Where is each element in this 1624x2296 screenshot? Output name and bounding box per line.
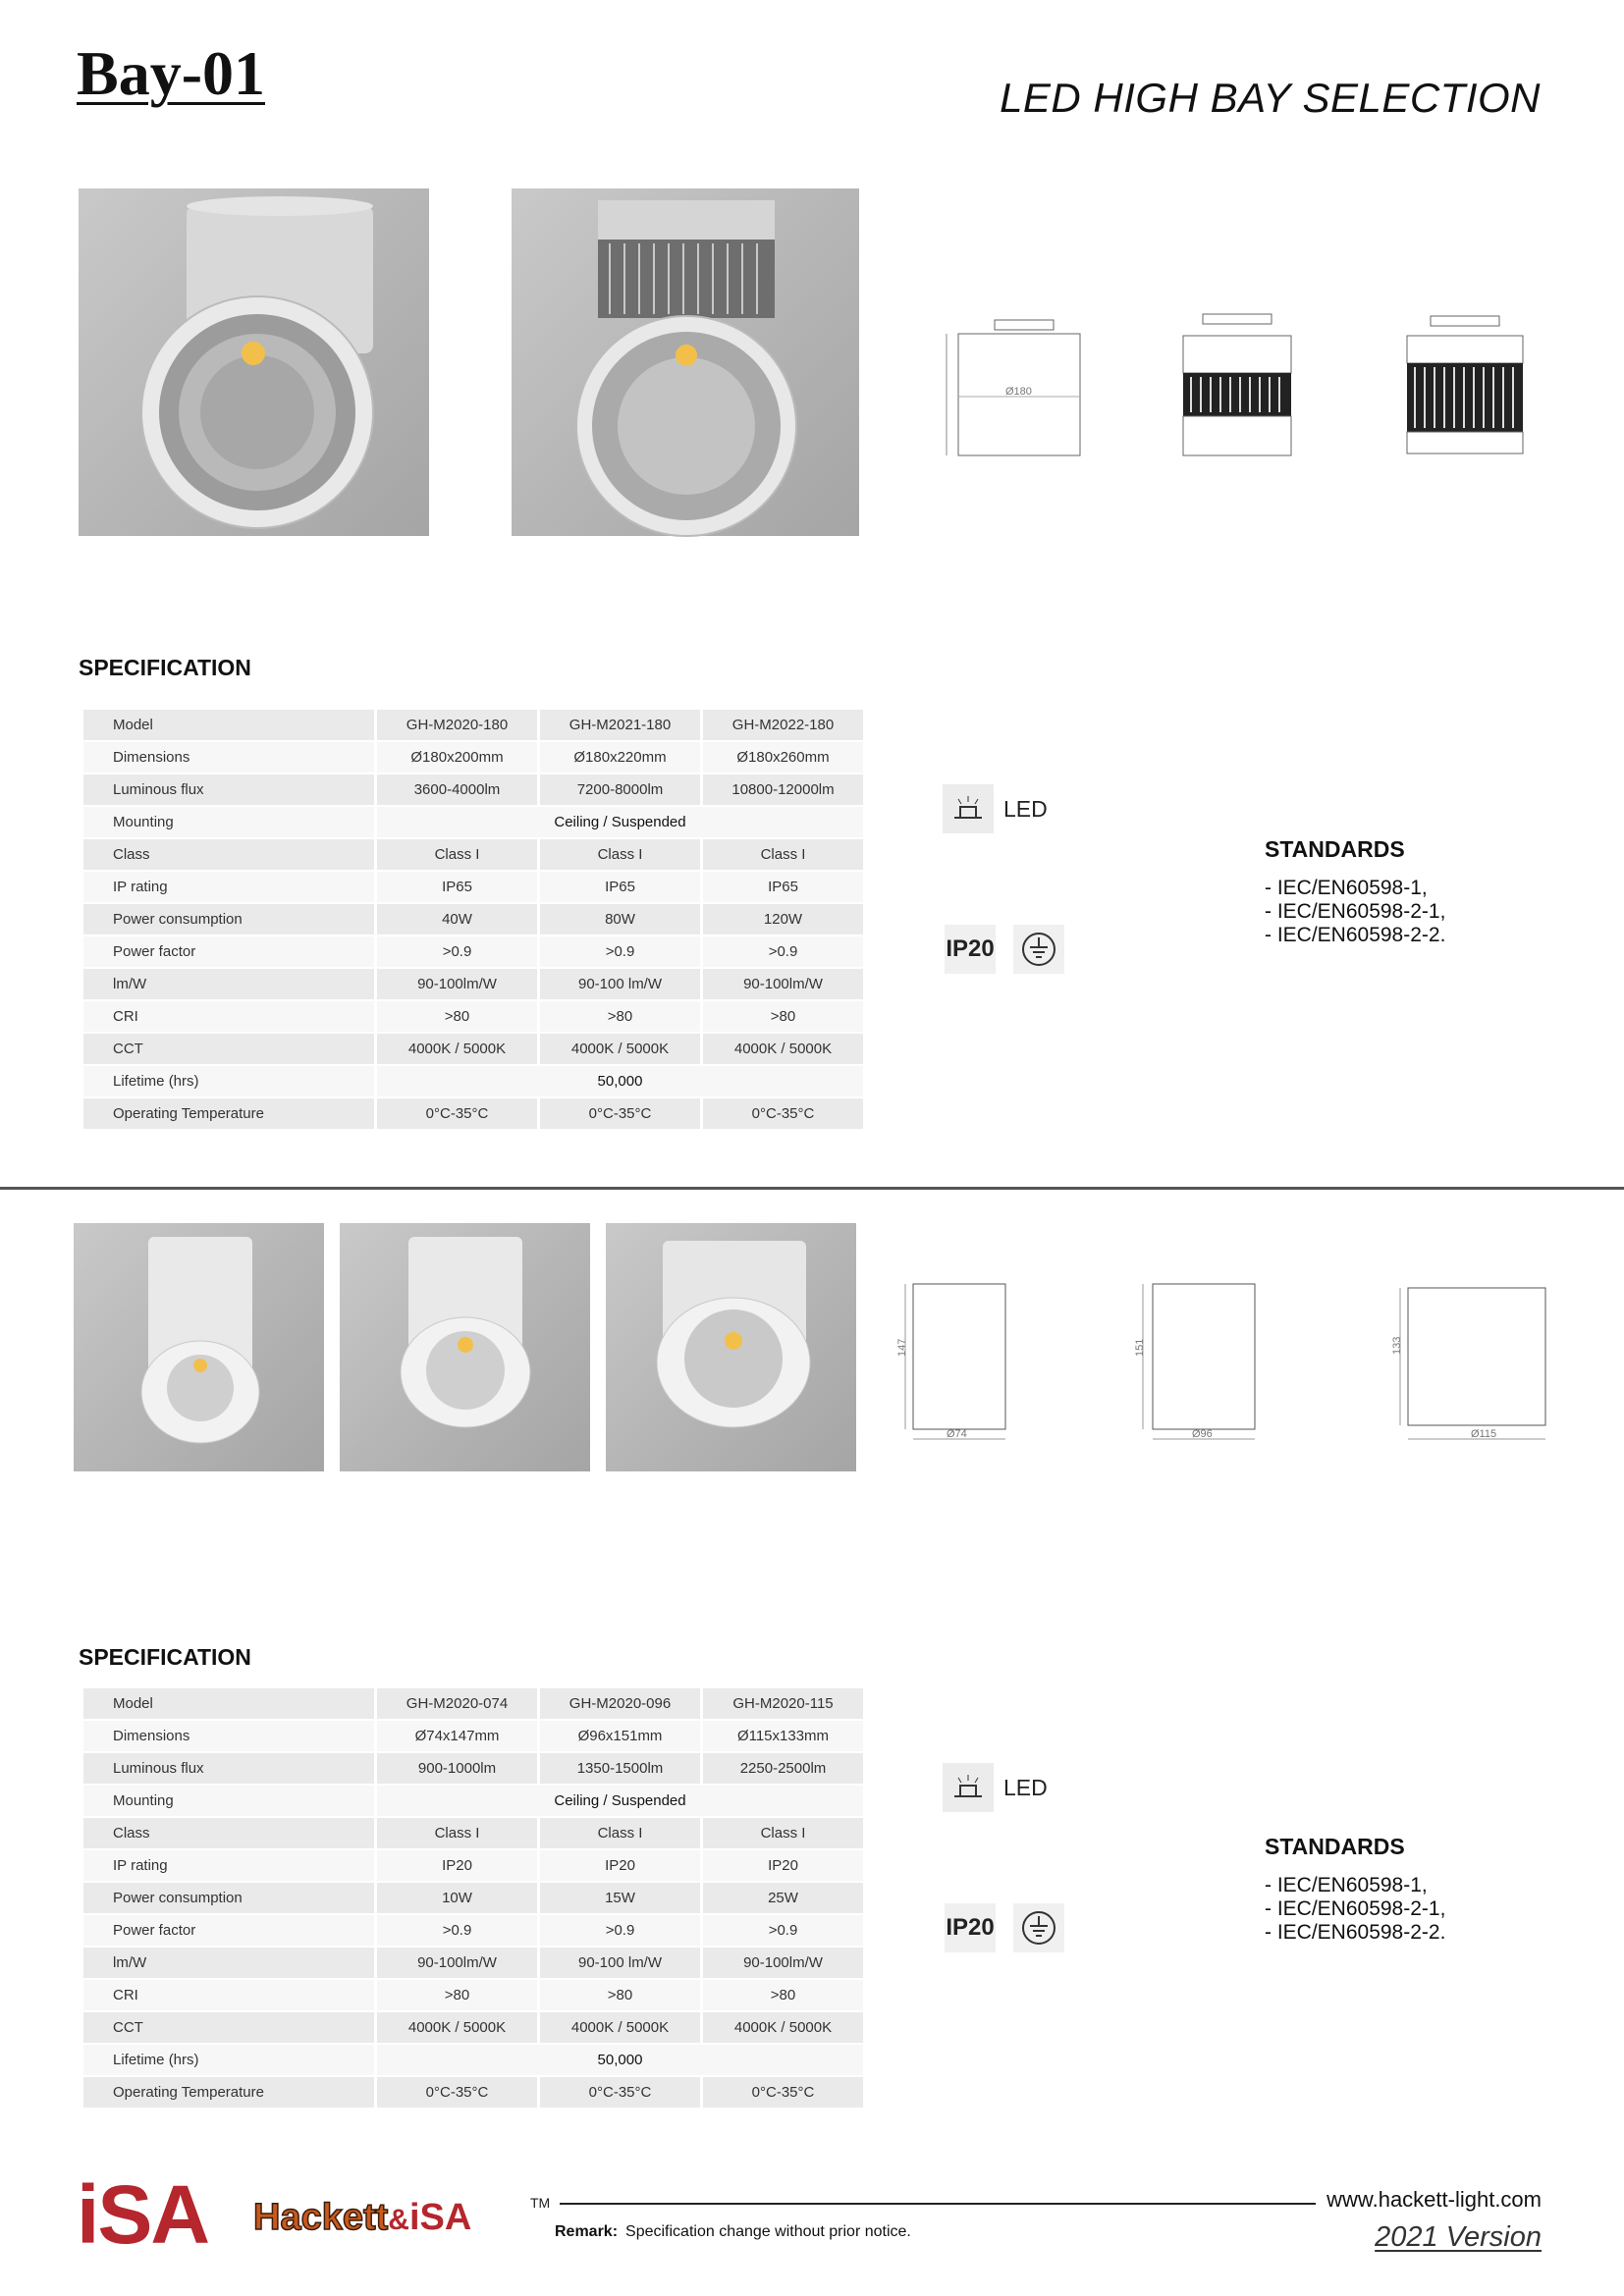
table-cell: >0.9 [540, 1915, 700, 1946]
table-cell: Class I [703, 1818, 863, 1848]
row-label: Power factor [83, 936, 374, 967]
row-label: Dimensions [83, 1721, 374, 1751]
table-cell: >80 [703, 1980, 863, 2010]
dimension-diameter-1: Ø180 [1005, 386, 1032, 398]
table-cell: 10W [377, 1883, 537, 1913]
led-indicator [943, 784, 1048, 833]
dimension-drawing-96 [1129, 1272, 1267, 1449]
table-row [83, 2045, 863, 2075]
table-cell: 900-1000lm [377, 1753, 537, 1784]
earth-ground-icon [1013, 925, 1064, 974]
table-cell: 0°C-35°C [703, 1098, 863, 1129]
led-symbol-icon [943, 1763, 994, 1812]
page-title: LED HIGH BAY SELECTION [1000, 75, 1541, 121]
table-cell: 90-100lm/W [703, 1948, 863, 1978]
hackett-isa-brand-logo [253, 2197, 471, 2239]
product-photo-gh-m2020-074 [74, 1223, 324, 1471]
table-cell: IP20 [540, 1850, 700, 1881]
specification-table [81, 708, 866, 1131]
table-cell: Class I [540, 1818, 700, 1848]
dimension-drawing-1 [943, 312, 1100, 459]
table-cell: 1350-1500lm [540, 1753, 700, 1784]
table-row [83, 1915, 863, 1946]
model-header-cell: Model [83, 710, 374, 740]
product-photo-gh-m2020-115 [606, 1223, 856, 1471]
table-cell: 90-100 lm/W [540, 1948, 700, 1978]
row-label: IP rating [83, 872, 374, 902]
slim-cylinder-illustration [74, 1223, 324, 1471]
table-header-row [83, 1688, 863, 1719]
table-cell: 90-100lm/W [703, 969, 863, 999]
table-row [83, 936, 863, 967]
model-cell: GH-M2020-180 [377, 710, 537, 740]
table-cell: 7200-8000lm [540, 774, 700, 805]
standards-block [1265, 1834, 1445, 1945]
table-cell: >0.9 [703, 1915, 863, 1946]
row-label: Luminous flux [83, 1753, 374, 1784]
height-label: 147 [896, 1338, 908, 1357]
row-label: Power factor [83, 1915, 374, 1946]
row-label: CRI [83, 1001, 374, 1032]
table-cell: Ø115x133mm [703, 1721, 863, 1751]
table-cell: >80 [540, 1001, 700, 1032]
table-cell: >80 [377, 1980, 537, 2010]
standards-heading: STANDARDS [1265, 836, 1405, 862]
row-label: CRI [83, 1980, 374, 2010]
specification-heading: SPECIFICATION [79, 1644, 251, 1670]
table-row [83, 2012, 863, 2043]
table-cell: >0.9 [377, 1915, 537, 1946]
led-label: LED [1003, 795, 1048, 822]
table-cell: 80W [540, 904, 700, 934]
brand-isa: iSA [408, 2197, 472, 2238]
standards-heading: STANDARDS [1265, 1834, 1405, 1859]
product-photo-gh-m2020-180 [79, 188, 429, 536]
row-label: IP rating [83, 1850, 374, 1881]
model-cell: GH-M2020-096 [540, 1688, 700, 1719]
row-label: Operating Temperature [83, 2077, 374, 2108]
table-cell: Ø74x147mm [377, 1721, 537, 1751]
table-row [83, 1980, 863, 2010]
led-indicator [943, 1763, 1048, 1812]
medium-cylinder-illustration [340, 1223, 590, 1471]
table-cell: Class I [377, 1818, 537, 1848]
table-row [83, 969, 863, 999]
row-label: Dimensions [83, 742, 374, 773]
table-cell: 4000K / 5000K [703, 2012, 863, 2043]
table-cell: 0°C-35°C [703, 2077, 863, 2108]
standard-item: - IEC/EN60598-2-2. [1265, 1921, 1446, 1944]
table-cell: >80 [377, 1001, 537, 1032]
footer-remark [555, 2223, 911, 2241]
remark-label: Remark: [555, 2223, 619, 2240]
brand-ampersand: & [388, 2204, 409, 2236]
table-cell: 90-100lm/W [377, 1948, 537, 1978]
model-header-cell: Model [83, 1688, 374, 1719]
standards-block [1265, 836, 1445, 947]
standards-list [1265, 877, 1445, 947]
table-cell: IP65 [377, 872, 537, 902]
diameter-label: Ø115 [1471, 1428, 1497, 1440]
downlight-heatsink-illustration [512, 188, 859, 536]
table-cell: IP65 [703, 872, 863, 902]
dimension-drawing-3 [1391, 312, 1539, 459]
row-label: lm/W [83, 969, 374, 999]
standard-item: - IEC/EN60598-2-1, [1265, 1897, 1446, 1920]
row-label: Operating Temperature [83, 1098, 374, 1129]
table-row [83, 1753, 863, 1784]
table-row [83, 1786, 863, 1816]
table-cell: >80 [703, 1001, 863, 1032]
table-cell: 15W [540, 1883, 700, 1913]
standards-list [1265, 1874, 1445, 1945]
row-label: Lifetime (hrs) [83, 1066, 374, 1096]
table-cell: 0°C-35°C [377, 1098, 537, 1129]
row-label: Luminous flux [83, 774, 374, 805]
table-row [83, 1001, 863, 1032]
table-cell: 0°C-35°C [377, 2077, 537, 2108]
earth-ground-icon [1013, 1903, 1064, 1952]
dimension-drawing-2 [1165, 312, 1313, 459]
standard-item: - IEC/EN60598-1, [1265, 1874, 1428, 1896]
standard-item: - IEC/EN60598-2-2. [1265, 924, 1446, 946]
table-cell: 4000K / 5000K [540, 2012, 700, 2043]
model-cell: GH-M2021-180 [540, 710, 700, 740]
merged-cell: Ceiling / Suspended [377, 807, 863, 837]
diameter-label: Ø74 [947, 1428, 967, 1440]
table-cell: 3600-4000lm [377, 774, 537, 805]
row-label: Power consumption [83, 904, 374, 934]
table-row [83, 1818, 863, 1848]
table-cell: Ø180x200mm [377, 742, 537, 773]
website-link[interactable]: www.hackett-light.com [1326, 2187, 1542, 2212]
table-row [83, 1883, 863, 1913]
table-cell: 120W [703, 904, 863, 934]
section-divider [0, 1187, 1624, 1190]
specification-heading: SPECIFICATION [79, 655, 251, 680]
standard-item: - IEC/EN60598-2-1, [1265, 900, 1446, 923]
row-label: Power consumption [83, 1883, 374, 1913]
row-label: Lifetime (hrs) [83, 2045, 374, 2075]
row-label: Class [83, 839, 374, 870]
table-cell: Class I [540, 839, 700, 870]
merged-cell: Ceiling / Suspended [377, 1786, 863, 1816]
table-row [83, 774, 863, 805]
brand-hackett: Hackett [253, 2197, 389, 2238]
table-cell: Class I [703, 839, 863, 870]
led-label: LED [1003, 1774, 1048, 1800]
table-cell: >0.9 [703, 936, 863, 967]
footer-rule [560, 2203, 1316, 2205]
led-symbol-icon [943, 784, 994, 833]
diameter-label: Ø96 [1192, 1428, 1213, 1440]
table-row [83, 1066, 863, 1096]
row-label: Mounting [83, 1786, 374, 1816]
table-row [83, 2077, 863, 2108]
specification-table [81, 1686, 866, 2109]
model-cell: GH-M2022-180 [703, 710, 863, 740]
table-row [83, 742, 863, 773]
model-cell: GH-M2020-074 [377, 1688, 537, 1719]
isa-logo: iSA [77, 2168, 209, 2261]
table-row [83, 1850, 863, 1881]
product-photo-gh-m2021-180 [512, 188, 859, 536]
dimension-drawing-115 [1391, 1272, 1551, 1449]
height-label: 133 [1391, 1336, 1403, 1355]
wide-cylinder-illustration [606, 1223, 856, 1471]
table-header-row [83, 710, 863, 740]
version-label: 2021 Version [1375, 2221, 1542, 2253]
table-cell: Ø96x151mm [540, 1721, 700, 1751]
merged-cell: 50,000 [377, 2045, 863, 2075]
table-cell: 90-100lm/W [377, 969, 537, 999]
table-cell: Class I [377, 839, 537, 870]
remark-text: Specification change without prior notice. [625, 2223, 911, 2240]
table-cell: Ø180x260mm [703, 742, 863, 773]
table-cell: >0.9 [377, 936, 537, 967]
table-row [83, 1721, 863, 1751]
table-row [83, 839, 863, 870]
document-code: Bay-01 [77, 38, 265, 108]
standard-item: - IEC/EN60598-1, [1265, 877, 1428, 899]
table-cell: 4000K / 5000K [377, 2012, 537, 2043]
dimension-drawing-74 [895, 1272, 1013, 1449]
product-photo-gh-m2020-096 [340, 1223, 590, 1471]
downlight-cylinder-illustration [79, 188, 429, 536]
table-cell: 4000K / 5000K [377, 1034, 537, 1064]
table-cell: 90-100 lm/W [540, 969, 700, 999]
table-row [83, 1948, 863, 1978]
table-cell: 0°C-35°C [540, 1098, 700, 1129]
table-row [83, 872, 863, 902]
table-cell: IP20 [703, 1850, 863, 1881]
table-row [83, 807, 863, 837]
merged-cell: 50,000 [377, 1066, 863, 1096]
row-label: Class [83, 1818, 374, 1848]
ip-rating-badge: IP20 [945, 1903, 996, 1952]
table-cell: Ø180x220mm [540, 742, 700, 773]
table-cell: 25W [703, 1883, 863, 1913]
row-label: CCT [83, 2012, 374, 2043]
table-row [83, 1098, 863, 1129]
model-cell: GH-M2020-115 [703, 1688, 863, 1719]
ip-rating-badge: IP20 [945, 925, 996, 974]
height-label: 151 [1134, 1338, 1146, 1357]
table-cell: >80 [540, 1980, 700, 2010]
row-label: Mounting [83, 807, 374, 837]
table-cell: >0.9 [540, 936, 700, 967]
table-cell: 4000K / 5000K [703, 1034, 863, 1064]
table-cell: IP20 [377, 1850, 537, 1881]
table-row [83, 904, 863, 934]
table-cell: 10800-12000lm [703, 774, 863, 805]
row-label: lm/W [83, 1948, 374, 1978]
table-cell: 40W [377, 904, 537, 934]
table-row [83, 1034, 863, 1064]
table-cell: IP65 [540, 872, 700, 902]
table-cell: 2250-2500lm [703, 1753, 863, 1784]
row-label: CCT [83, 1034, 374, 1064]
table-cell: 4000K / 5000K [540, 1034, 700, 1064]
table-cell: 0°C-35°C [540, 2077, 700, 2108]
trademark-mark: TM [530, 2195, 551, 2211]
